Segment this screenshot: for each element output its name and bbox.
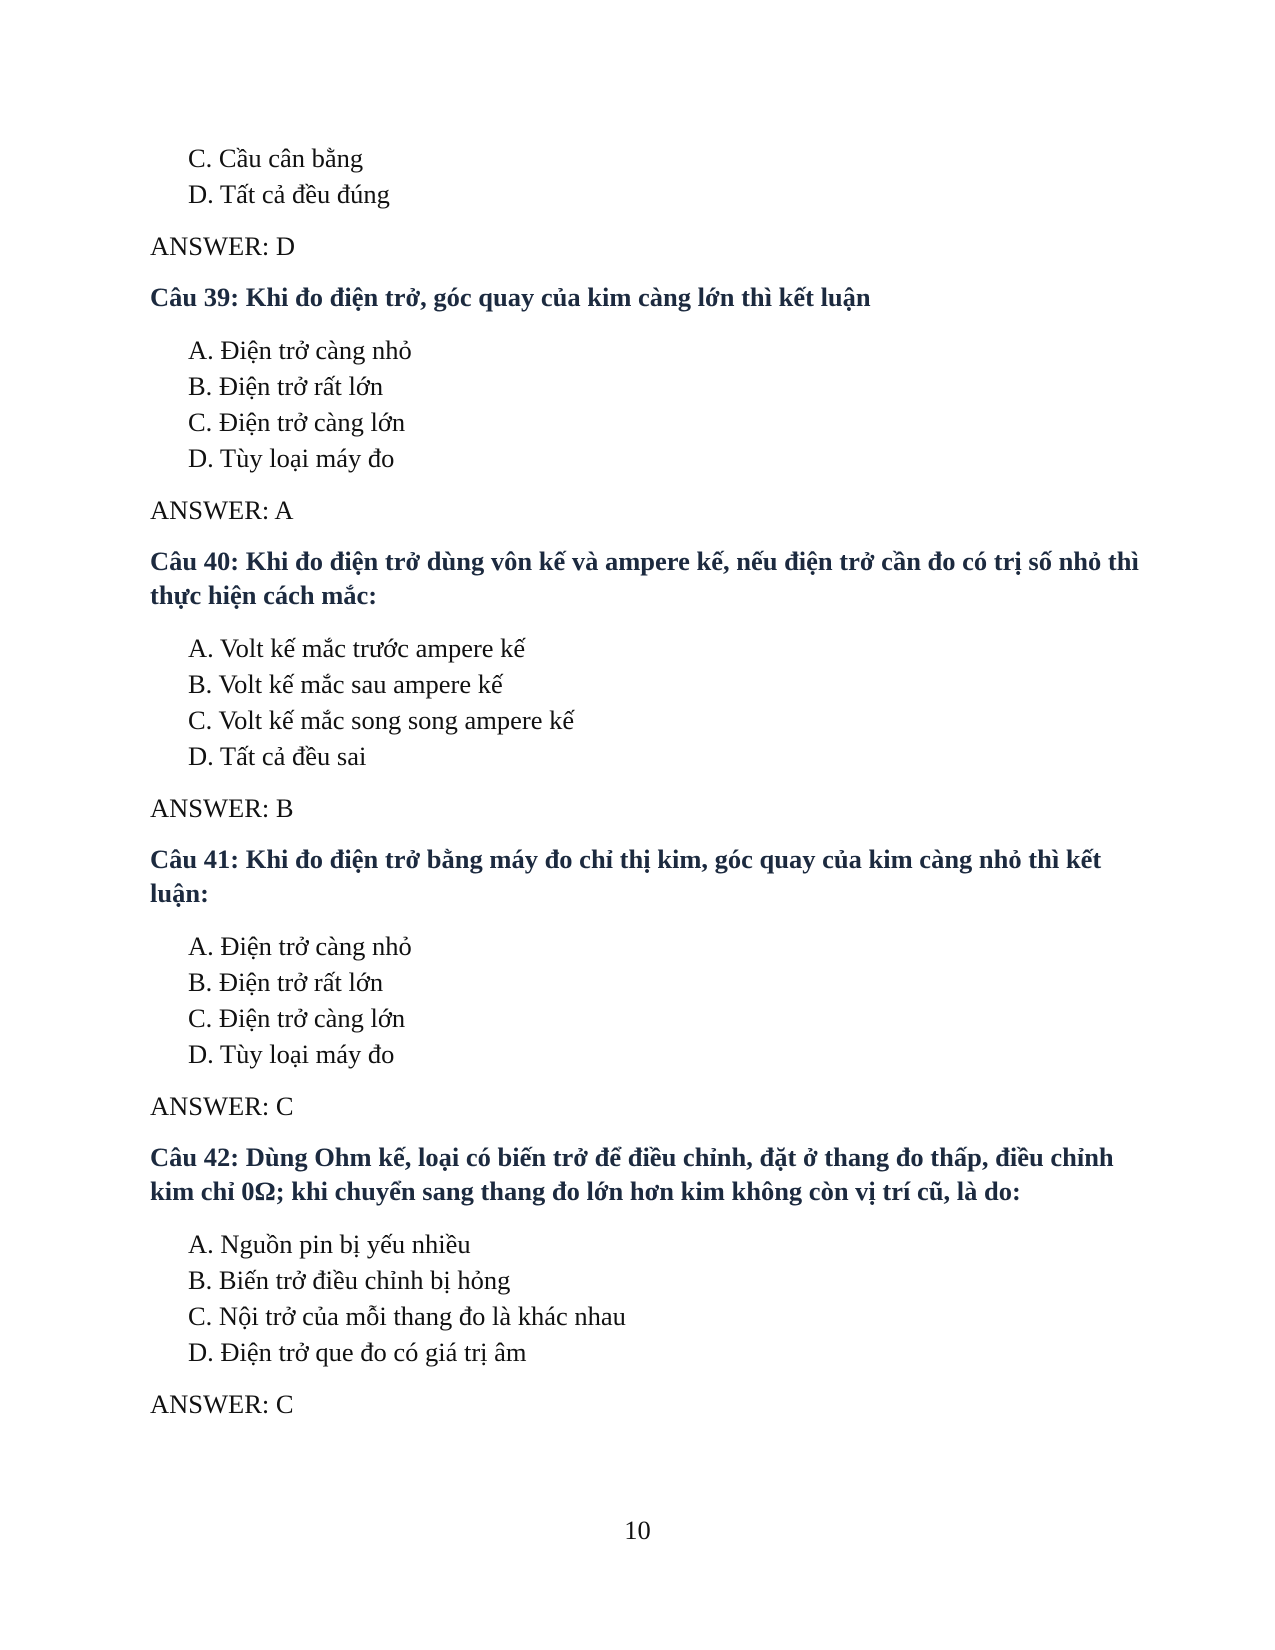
option-d: D. Tùy loại máy đo: [188, 1039, 395, 1069]
option-c: C. Điện trở càng lớn: [188, 1003, 406, 1033]
option-c: C. Nội trở của mỗi thang đo là khác nhau: [188, 1301, 626, 1331]
option-c: C. Cầu cân bằng: [188, 143, 364, 173]
page-number: 10: [624, 1515, 651, 1545]
answer-line: ANSWER: D: [150, 231, 296, 261]
option-c: C. Volt kế mắc song song ampere kế: [188, 705, 575, 735]
option-a: A. Nguồn pin bị yếu nhiều: [188, 1229, 471, 1259]
option-c: C. Điện trở càng lớn: [188, 407, 406, 437]
option-b: B. Điện trở rất lớn: [188, 371, 384, 401]
answer-line: ANSWER: A: [150, 495, 294, 525]
option-b: B. Biến trở điều chỉnh bị hỏng: [188, 1265, 511, 1295]
option-a: A. Volt kế mắc trước ampere kế: [188, 633, 526, 663]
question-title: Câu 40: Khi đo điện trở dùng vôn kế và ampere kế, nếu điện trở cần đo có trị số nhỏ thì thực hiện cách mắc:: [150, 546, 1139, 610]
question-title: Câu 39: Khi đo điện trở, góc quay của kim càng lớn thì kết luận: [150, 282, 871, 312]
option-d: D. Điện trở que đo có giá trị âm: [188, 1337, 527, 1367]
option-a: A. Điện trở càng nhỏ: [188, 931, 412, 961]
question-options: [188, 332, 1140, 476]
answer-line: ANSWER: B: [150, 793, 294, 823]
answer-line: ANSWER: C: [150, 1091, 294, 1121]
option-d: D. Tất cả đều sai: [188, 741, 367, 771]
option-b: B. Điện trở rất lớn: [188, 967, 384, 997]
carryover-options: [188, 140, 1140, 212]
option-b: B. Volt kế mắc sau ampere kế: [188, 669, 503, 699]
question-title: Câu 41: Khi đo điện trở bằng máy đo chỉ thị kim, góc quay của kim càng nhỏ thì kết luận:: [150, 844, 1102, 908]
question-options: [188, 630, 1140, 774]
question-options: [188, 928, 1140, 1072]
option-d: D. Tùy loại máy đo: [188, 443, 395, 473]
answer-line: ANSWER: C: [150, 1389, 294, 1419]
option-d: D. Tất cả đều đúng: [188, 179, 390, 209]
question-title: Câu 42: Dùng Ohm kế, loại có biến trở để điều chỉnh, đặt ở thang đo thấp, điều chỉnh kim chỉ 0Ω; khi chuyển sang thang đo lớn hơn kim không còn vị trí cũ, là do:: [150, 1142, 1114, 1206]
option-a: A. Điện trở càng nhỏ: [188, 335, 412, 365]
question-options: [188, 1226, 1140, 1370]
document-page: [150, 140, 1140, 1438]
